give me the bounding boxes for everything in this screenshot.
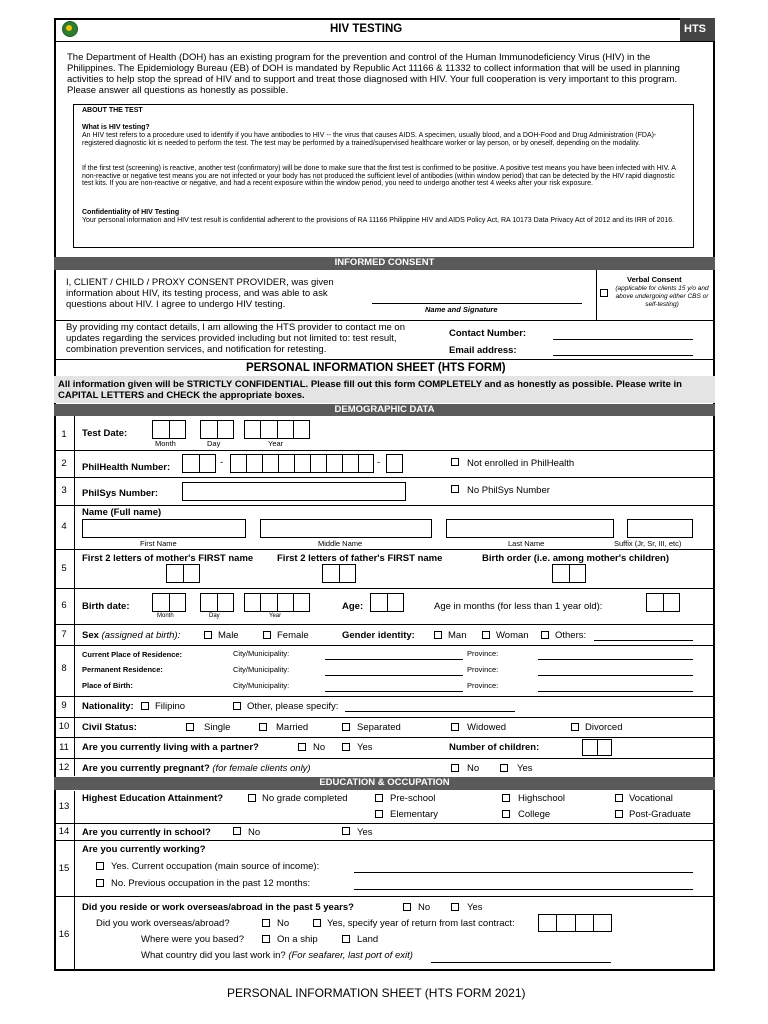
divider: [593, 914, 594, 932]
education-attainment-label: Highest Education Attainment?: [82, 793, 224, 804]
dash: -: [220, 457, 224, 468]
single-checkbox[interactable]: [186, 723, 194, 731]
current-occupation-field[interactable]: [354, 872, 693, 873]
in-school-no-checkbox[interactable]: [233, 827, 241, 835]
footer-text: PERSONAL INFORMATION SHEET (HTS FORM 2021): [227, 986, 526, 1000]
day-caption: Day: [207, 439, 221, 448]
pregnant-label: [82, 763, 311, 774]
page-title: HIV TESTING: [330, 23, 403, 35]
divider: [54, 320, 714, 321]
divider: [183, 564, 184, 583]
divider: [597, 739, 598, 756]
divider: [54, 717, 714, 718]
male-checkbox[interactable]: [204, 631, 212, 639]
in-school-no-label: No: [248, 827, 261, 838]
divider: [663, 593, 664, 612]
country-note: (For seafarer, last port of exit): [288, 950, 413, 961]
college-label: College: [518, 809, 551, 820]
contact-number-field[interactable]: [553, 339, 693, 340]
divider: [217, 593, 218, 612]
divider: [294, 454, 295, 473]
working-no-checkbox[interactable]: [96, 879, 104, 887]
row-number: 15: [58, 863, 70, 874]
work-overseas-no-checkbox[interactable]: [262, 919, 270, 927]
month-caption: Month: [157, 613, 174, 619]
row-number: 4: [61, 521, 67, 532]
partner-no-label: No: [313, 742, 326, 753]
divider: [293, 593, 294, 612]
divider: [54, 41, 714, 42]
highschool-checkbox[interactable]: [502, 794, 510, 802]
work-overseas-no-label: No: [277, 918, 290, 929]
no-philsys-label: No PhilSys Number: [467, 485, 550, 496]
partner-label: Are you currently living with a partner?: [82, 742, 259, 753]
last-name-input[interactable]: [446, 519, 614, 538]
divider: [54, 549, 714, 550]
divider: [246, 454, 247, 473]
work-overseas-label: Did you work overseas/abroad?: [96, 918, 230, 929]
divider: [54, 737, 714, 738]
about-title: ABOUT THE TEST: [82, 107, 143, 114]
divider: [277, 593, 278, 612]
birth-province-field[interactable]: [538, 691, 693, 692]
place-of-birth-label: Place of Birth:: [82, 681, 133, 690]
ship-checkbox[interactable]: [262, 935, 270, 943]
consent-bar: INFORMED CONSENT: [54, 257, 715, 270]
father-name-label: First 2 letters of father's FIRST name: [277, 553, 443, 564]
divider: [596, 270, 597, 320]
row-number: 12: [58, 762, 70, 773]
filipino-checkbox[interactable]: [141, 702, 149, 710]
divider: [169, 593, 170, 612]
permanent-city-field[interactable]: [325, 675, 463, 676]
work-overseas-yes-checkbox[interactable]: [313, 919, 321, 927]
man-label: Man: [448, 630, 467, 641]
postgrad-label: Post-Graduate: [629, 809, 691, 820]
dash: -: [377, 457, 381, 468]
divider: [54, 896, 714, 897]
overseas-yes-label: Yes: [467, 902, 483, 913]
about-q1: What is HIV testing?: [82, 124, 150, 131]
mother-name-label: First 2 letters of mother's FIRST name: [82, 553, 254, 564]
widowed-label: Widowed: [467, 722, 507, 733]
sex-label-text: Sex: [82, 630, 99, 641]
education-bar: EDUCATION & OCCUPATION: [54, 777, 715, 790]
number-column-divider: [74, 416, 75, 776]
country-label: [141, 950, 413, 961]
ship-label: On a ship: [277, 934, 318, 945]
highschool-label: Highschool: [518, 793, 565, 804]
working-label: Are you currently working?: [82, 844, 206, 855]
last-name-caption: Last Name: [508, 539, 545, 548]
partner-yes-checkbox[interactable]: [342, 743, 350, 751]
man-checkbox[interactable]: [434, 631, 442, 639]
divider: [342, 454, 343, 473]
vocational-checkbox[interactable]: [615, 794, 623, 802]
divorced-checkbox[interactable]: [571, 723, 579, 731]
divider: [277, 420, 278, 439]
divider: [54, 588, 714, 589]
land-checkbox[interactable]: [342, 935, 350, 943]
other-nationality-checkbox[interactable]: [233, 702, 241, 710]
full-name-label: Name (Full name): [82, 507, 162, 518]
philhealth-part3[interactable]: [386, 454, 403, 473]
middle-name-input[interactable]: [260, 519, 432, 538]
pregnant-note: (for female clients only): [212, 763, 311, 774]
divider: [169, 420, 170, 439]
city-label: City/Municipality:: [233, 649, 290, 658]
divider: [217, 420, 218, 439]
demographic-bar: DEMOGRAPHIC DATA: [54, 404, 715, 416]
filipino-label: Filipino: [155, 701, 186, 712]
no-grade-label: No grade completed: [262, 793, 348, 804]
partner-no-checkbox[interactable]: [298, 743, 306, 751]
pregnant-label-text: Are you currently pregnant?: [82, 763, 210, 774]
province-label: Province:: [467, 665, 499, 674]
about-p1: An HIV test refers to a procedure used to identify if you have antibodies to HIV -- the virus that causes AIDS. A specimen, usually blood, and a DOH-Food and Drug Administration (FDA)-registered diagnostic kit is needed to perform the test. The test may be performed by a trained/supervised healthcare worker or lay person, or by oneself, depending on the modality.: [82, 132, 657, 147]
province-label: Province:: [467, 649, 499, 658]
divider: [293, 420, 294, 439]
email-field[interactable]: [553, 355, 693, 356]
divider: [339, 564, 340, 583]
divider: [54, 758, 714, 759]
others-label: Others:: [555, 630, 587, 641]
woman-label: Woman: [496, 630, 529, 641]
age-months-label: Age in months (for less than 1 year old):: [434, 601, 603, 612]
children-label: Number of children:: [449, 742, 540, 753]
separated-label: Separated: [357, 722, 401, 733]
pregnant-yes-label: Yes: [517, 763, 533, 774]
overseas-5yrs-label: Did you reside or work overseas/abroad in the past 5 years?: [82, 902, 354, 913]
nationality-label: Nationality:: [82, 701, 134, 712]
divider: [54, 450, 714, 451]
partner-yes-label: Yes: [357, 742, 373, 753]
pregnant-no-label: No: [467, 763, 480, 774]
single-label: Single: [204, 722, 231, 733]
previous-occupation-field[interactable]: [354, 889, 693, 890]
row-number: 5: [61, 563, 67, 574]
row-number: 2: [61, 458, 67, 469]
preschool-label: Pre-school: [390, 793, 436, 804]
about-q3: Confidentiality of HIV Testing: [82, 209, 180, 216]
gender-identity-label: Gender identity:: [342, 630, 415, 641]
widowed-checkbox[interactable]: [451, 723, 459, 731]
not-enrolled-checkbox[interactable]: [451, 458, 459, 466]
overseas-yes-checkbox[interactable]: [451, 903, 459, 911]
others-checkbox[interactable]: [541, 631, 549, 639]
divider: [262, 454, 263, 473]
month-caption: Month: [155, 439, 176, 448]
working-yes-checkbox[interactable]: [96, 862, 104, 870]
intro-text: The Department of Health (DOH) has an existing program for the prevention and control of the Human Immunodeficiency Virus (HIV) in the Philippines. The Epidemiology Bureau (EB) of DOH is mandated by Republic Act 11166 & 11332 to collect information that will be used in planning activities to help stop the spread of HIV and to support and treat those diagnosed with HIV. Your full cooperation is very important to this program. Please answer all questions as honestly as possible.: [67, 52, 680, 96]
divider: [199, 454, 200, 473]
others-field[interactable]: [594, 640, 693, 641]
divider: [358, 454, 359, 473]
row-number: 10: [58, 721, 70, 732]
woman-checkbox[interactable]: [482, 631, 490, 639]
test-date-label: Test Date:: [82, 428, 128, 439]
about-p2: If the first test (screening) is reactive, another test (confirmatory) will be done to make sure that the first test is confirmed to be positive. A positive test means you have been infected with HIV. A non-reactive or negative test means you are not infected or your body has not produced the sufficient level of antibodies (within window period) that can be detected by the HIV rapid diagnostic test kits. If you are non-reactive or negative, and had a recent exposure within the window period, you need to undergo another test 4 weeks after your risk exposure.: [82, 165, 676, 187]
divider: [54, 505, 714, 506]
female-checkbox[interactable]: [263, 631, 271, 639]
birth-order-label: Birth order (i.e. among mother's children): [482, 553, 670, 564]
divider: [54, 477, 714, 478]
verbal-consent-note: (applicable for clients 15 y/o and above undergoing either CBS or self-testing): [615, 285, 709, 308]
signature-line[interactable]: [372, 303, 582, 304]
signature-label: Name and Signature: [425, 305, 498, 314]
vocational-label: Vocational: [629, 793, 673, 804]
current-province-field[interactable]: [538, 659, 693, 660]
other-nationality-field[interactable]: [345, 711, 515, 712]
overseas-no-label: No: [418, 902, 431, 913]
divider: [54, 823, 714, 824]
divorced-label: Divorced: [585, 722, 623, 733]
suffix-input[interactable]: [627, 519, 693, 538]
row-number: 7: [61, 629, 67, 640]
in-school-yes-checkbox[interactable]: [342, 827, 350, 835]
province-label: Province:: [467, 681, 499, 690]
divider: [54, 624, 714, 625]
country-label-text: What country did you last work in?: [141, 950, 286, 961]
other-nationality-label: Other, please specify:: [247, 701, 339, 712]
permanent-residence-label: Permanent Residence:: [82, 665, 163, 674]
male-label: Male: [218, 630, 239, 641]
row-number: 16: [58, 929, 70, 940]
no-grade-checkbox[interactable]: [248, 794, 256, 802]
no-philsys-checkbox[interactable]: [451, 485, 459, 493]
verbal-consent-title: Verbal Consent: [627, 275, 682, 284]
middle-name-caption: Middle Name: [318, 539, 363, 548]
number-column-divider: [74, 791, 75, 971]
day-caption: Day: [209, 613, 220, 619]
email-label: Email address:: [449, 345, 517, 356]
sex-note: (assigned at birth):: [101, 630, 181, 641]
elementary-label: Elementary: [390, 809, 439, 820]
pregnant-yes-checkbox[interactable]: [500, 764, 508, 772]
in-school-yes-label: Yes: [357, 827, 373, 838]
row-number: 11: [59, 742, 69, 753]
year-caption: Year: [269, 613, 282, 619]
divider: [556, 914, 557, 932]
hts-badge-label: HTS: [684, 23, 706, 35]
current-residence-label: Current Place of Residence:: [82, 650, 183, 659]
row-number: 1: [61, 429, 67, 440]
civil-status-label: Civil Status:: [82, 722, 137, 733]
divider: [575, 914, 576, 932]
consent-text: I, CLIENT / CHILD / PROXY CONSENT PROVIDER, was given information about HIV, its testing process, and was able to ask questions about HIV. I agree to undergo HIV testing.: [66, 277, 334, 310]
philsys-input[interactable]: [182, 482, 406, 501]
pis-title: PERSONAL INFORMATION SHEET (HTS FORM): [246, 362, 506, 374]
year-caption: Year: [268, 439, 284, 448]
divider: [260, 593, 261, 612]
divider: [54, 359, 714, 360]
age-label: Age:: [342, 601, 364, 612]
college-checkbox[interactable]: [502, 810, 510, 818]
suffix-caption: Suffix (Jr, Sr, III, etc): [614, 539, 682, 548]
land-label: Land: [357, 934, 379, 945]
divider: [310, 454, 311, 473]
contact-number-label: Contact Number:: [449, 328, 527, 339]
divider: [387, 593, 388, 612]
working-yes-label: Yes. Current occupation (main source of income):: [111, 861, 320, 872]
based-label: Where were you based?: [141, 934, 244, 945]
philsys-label: PhilSys Number:: [82, 488, 159, 499]
postgrad-checkbox[interactable]: [615, 810, 623, 818]
married-checkbox[interactable]: [259, 723, 267, 731]
row-number: 14: [58, 826, 70, 837]
first-name-caption: First Name: [140, 539, 177, 548]
divider: [326, 454, 327, 473]
row-number: 6: [61, 600, 67, 611]
country-field[interactable]: [431, 962, 611, 963]
preschool-checkbox[interactable]: [375, 794, 383, 802]
separated-checkbox[interactable]: [342, 723, 350, 731]
divider: [54, 645, 714, 646]
about-p3: Your personal information and HIV test result is confidential adherent to the provisions of RA 11166 Philippine HIV and AIDS Policy Act, RA 10173 Data Privacy Act of 2012 and its IRR of 2016.: [82, 217, 675, 224]
first-name-input[interactable]: [82, 519, 246, 538]
divider: [260, 420, 261, 439]
city-label: City/Municipality:: [233, 681, 290, 690]
city-label: City/Municipality:: [233, 665, 290, 674]
row-number: 8: [61, 663, 67, 674]
divider: [54, 696, 714, 697]
row-number: 3: [61, 485, 67, 496]
work-overseas-yes-label: Yes, specify year of return from last contract:: [327, 918, 515, 929]
elementary-checkbox[interactable]: [375, 810, 383, 818]
permanent-province-field[interactable]: [538, 675, 693, 676]
pregnant-no-checkbox[interactable]: [451, 764, 459, 772]
not-enrolled-label: Not enrolled in PhilHealth: [467, 458, 575, 469]
contact-consent-text: By providing my contact details, I am allowing the HTS provider to contact me on updates regarding the services provided including but not limited to: test result, combination prevention services, and notification for retesting.: [66, 322, 405, 355]
female-label: Female: [277, 630, 309, 641]
confidential-notice: All information given will be STRICTLY CONFIDENTIAL. Please fill out this form COMPLETELY and as honestly as possible. Please write in CAPITAL LETTERS and CHECK the appropriate boxes.: [58, 379, 682, 401]
row-number: 13: [58, 801, 70, 812]
verbal-consent-checkbox[interactable]: [600, 289, 608, 297]
sex-label: [82, 630, 180, 641]
divider: [278, 454, 279, 473]
birth-date-label: Birth date:: [82, 601, 130, 612]
divider: [569, 564, 570, 583]
married-label: Married: [276, 722, 309, 733]
birth-city-field[interactable]: [325, 691, 463, 692]
doh-logo-inner: [66, 25, 72, 31]
overseas-no-checkbox[interactable]: [403, 903, 411, 911]
philhealth-label: PhilHealth Number:: [82, 462, 171, 473]
row-number: 9: [61, 700, 67, 711]
current-city-field[interactable]: [325, 659, 463, 660]
in-school-label: Are you currently in school?: [82, 827, 211, 838]
philhealth-part2[interactable]: [230, 454, 374, 473]
divider: [54, 840, 714, 841]
working-no-label: No. Previous occupation in the past 12 months:: [111, 878, 311, 889]
